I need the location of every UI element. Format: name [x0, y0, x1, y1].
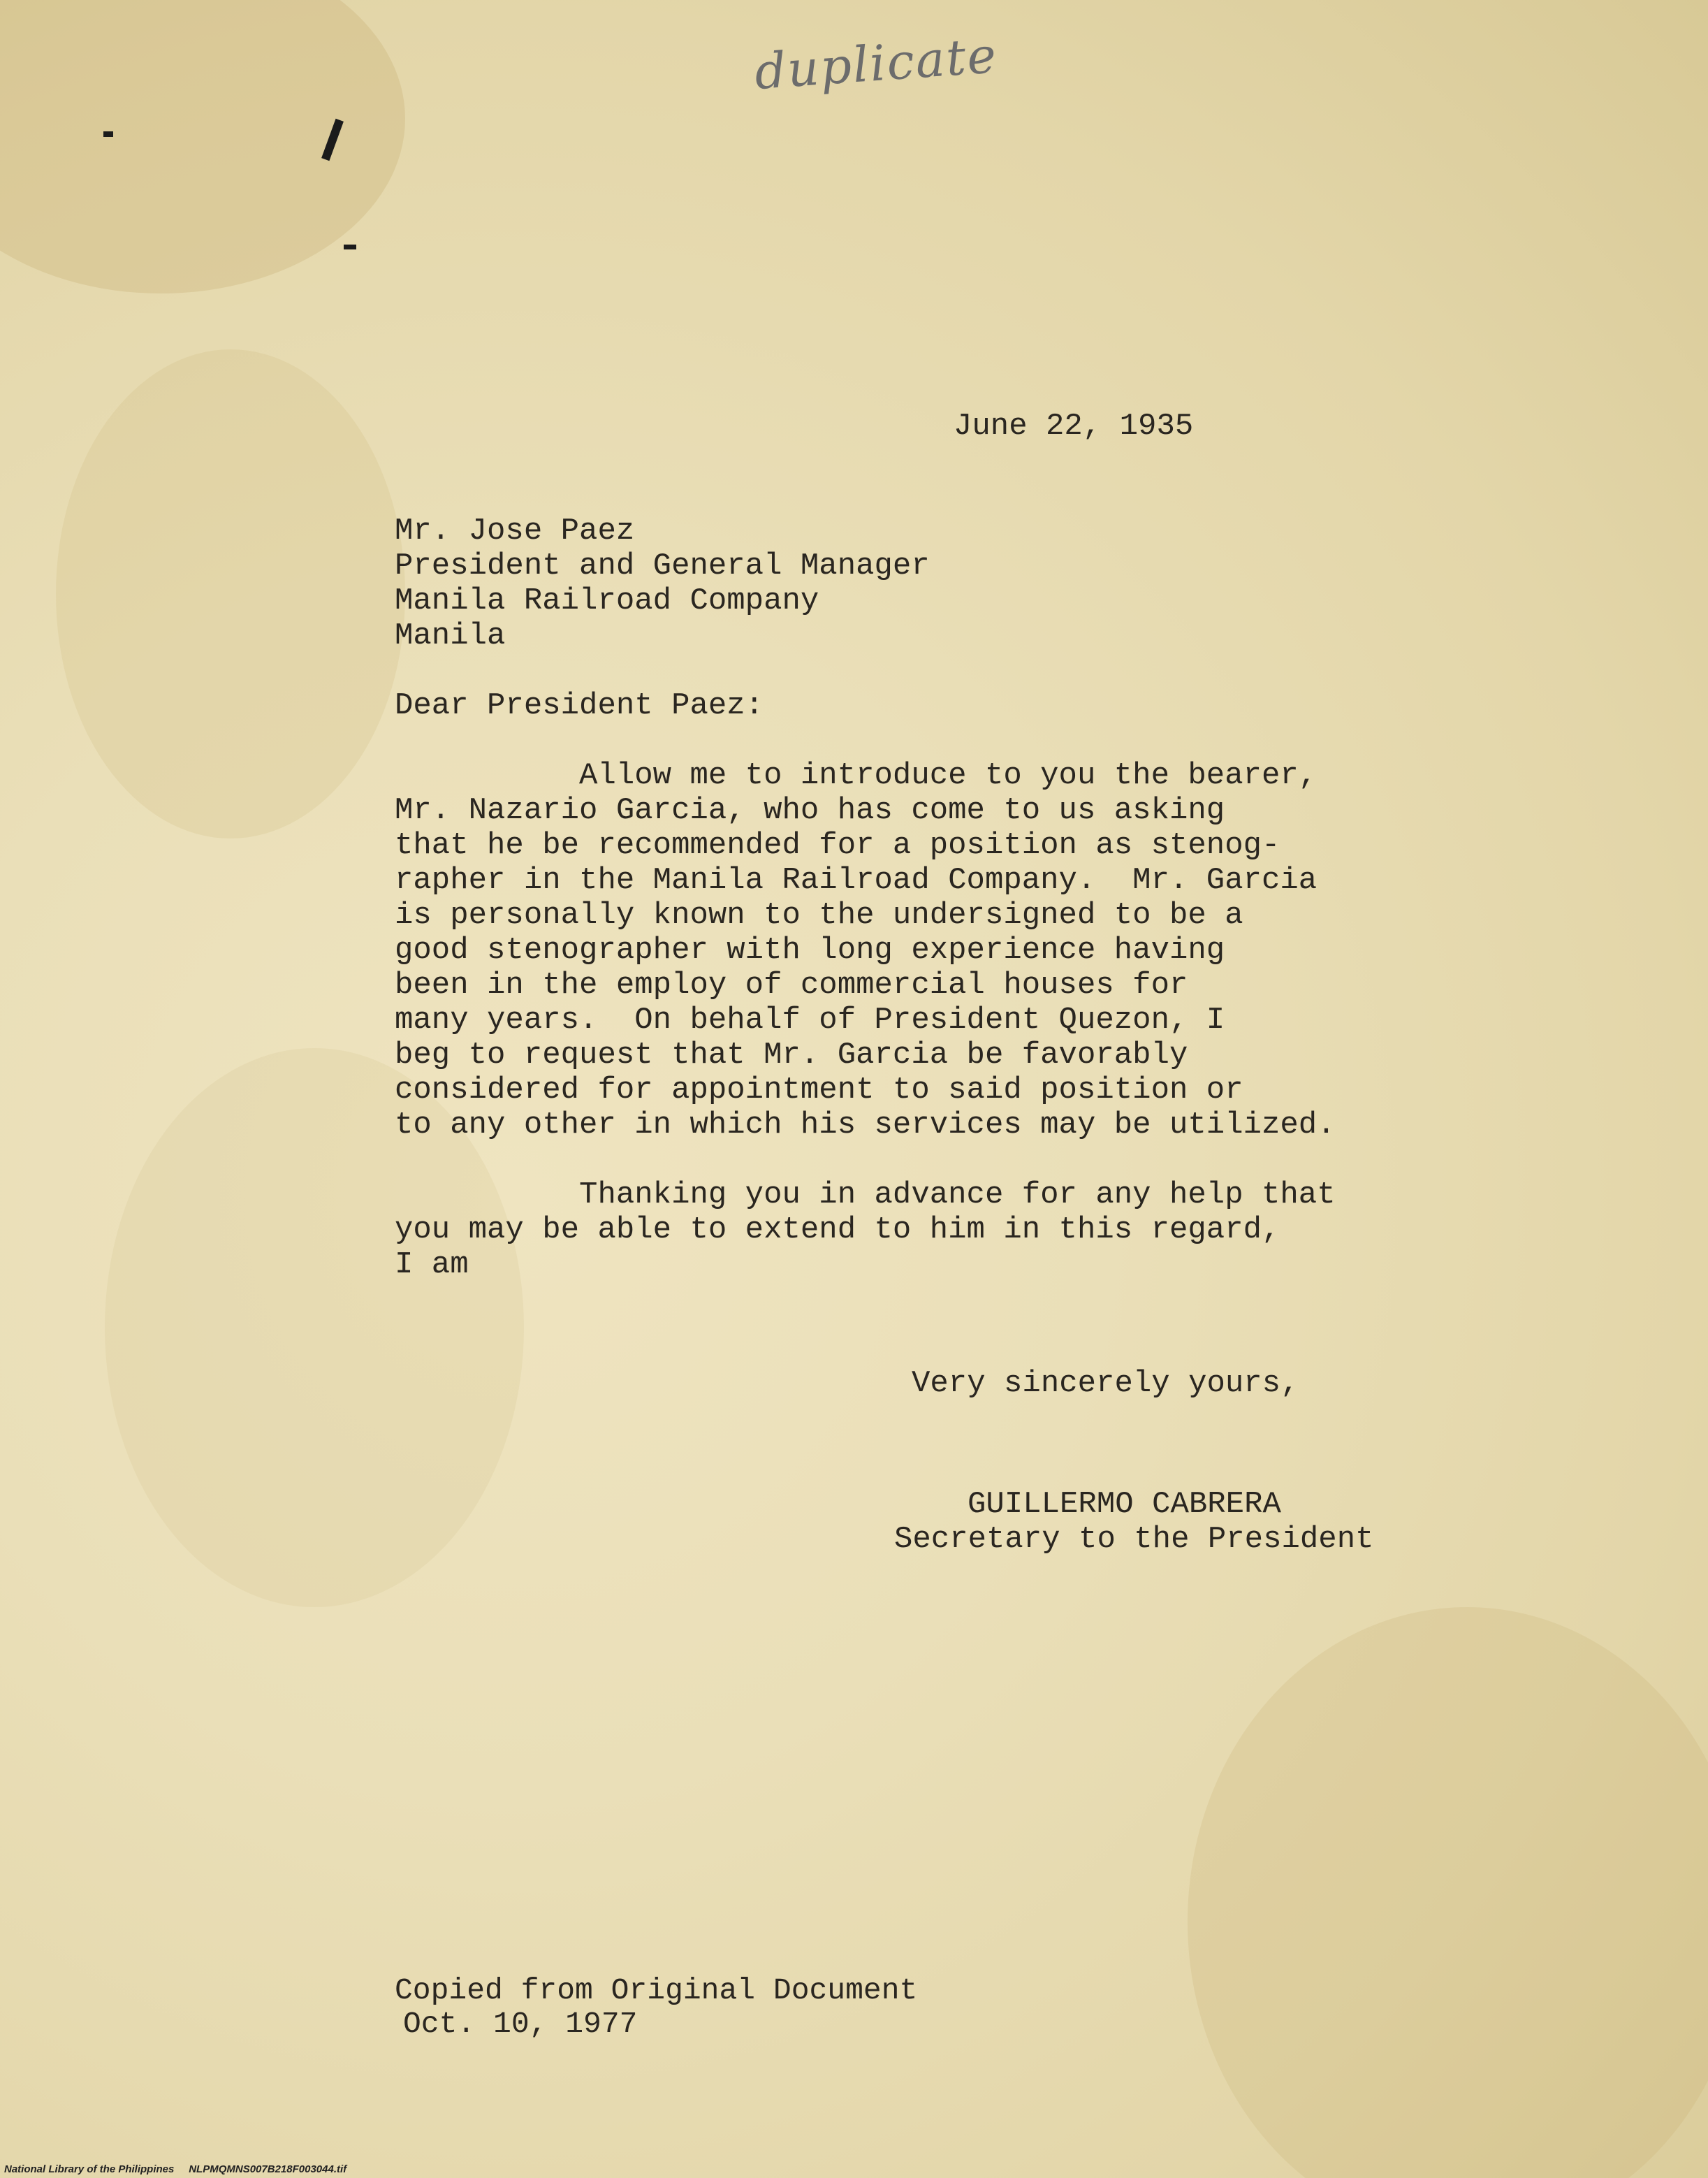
- text-line: you may be able to extend to him in this regard,: [395, 1212, 1280, 1247]
- stain: [0, 0, 405, 293]
- text-line: Mr. Nazario Garcia, who has come to us asking: [395, 793, 1225, 828]
- stain: [56, 349, 405, 838]
- body-paragraph-2: [395, 1177, 1336, 1282]
- text-line: good stenographer with long experience having: [395, 933, 1225, 968]
- closing: Very sincerely yours,: [912, 1366, 1299, 1401]
- text-line: is personally known to the undersigned to be a: [395, 898, 1243, 933]
- recipient-name: Mr. Jose Paez: [395, 514, 635, 549]
- ink-mark: [321, 119, 344, 161]
- text-line: Allow me to introduce to you the bearer,: [395, 758, 1318, 793]
- ink-mark: [344, 245, 356, 249]
- text-line: that he be recommended for a position as stenog-: [395, 828, 1280, 863]
- copy-note-line-2: Oct. 10, 1977: [403, 2007, 638, 2041]
- text-line: been in the employ of commercial houses for: [395, 968, 1188, 1003]
- text-line: rapher in the Manila Railroad Company. Mr. Garcia: [395, 863, 1318, 898]
- handwritten-annotation: duplicate: [752, 26, 1000, 101]
- recipient-company: Manila Railroad Company: [395, 583, 819, 618]
- file-name: NLPMQMNS007B218F003044.tif: [189, 2163, 347, 2175]
- recipient-title: President and General Manager: [395, 549, 930, 583]
- copy-note: [395, 1974, 917, 2041]
- library-name: National Library of the Philippines: [4, 2163, 175, 2175]
- stain: [1188, 1607, 1708, 2178]
- text-line: Thanking you in advance for any help that: [395, 1177, 1336, 1212]
- ink-mark: [103, 131, 113, 137]
- scan-footer: [4, 2163, 346, 2175]
- body-paragraph-1: [395, 758, 1336, 1142]
- text-line: many years. On behalf of President Quezon, I: [395, 1003, 1225, 1038]
- text-line: considered for appointment to said position or: [395, 1073, 1243, 1108]
- letter-date: June 22, 1935: [954, 409, 1194, 444]
- signer-title: Secretary to the President: [894, 1522, 1374, 1557]
- copy-note-line-1: Copied from Original Document: [395, 1973, 918, 2008]
- text-line: beg to request that Mr. Garcia be favorably: [395, 1038, 1188, 1073]
- text-line: to any other in which his services may be utilized.: [395, 1108, 1336, 1142]
- signer-name: GUILLERMO CABRERA: [968, 1487, 1281, 1522]
- recipient-address: [395, 514, 930, 653]
- salutation: Dear President Paez:: [395, 688, 764, 723]
- text-line: I am: [395, 1247, 469, 1282]
- recipient-city: Manila: [395, 618, 506, 653]
